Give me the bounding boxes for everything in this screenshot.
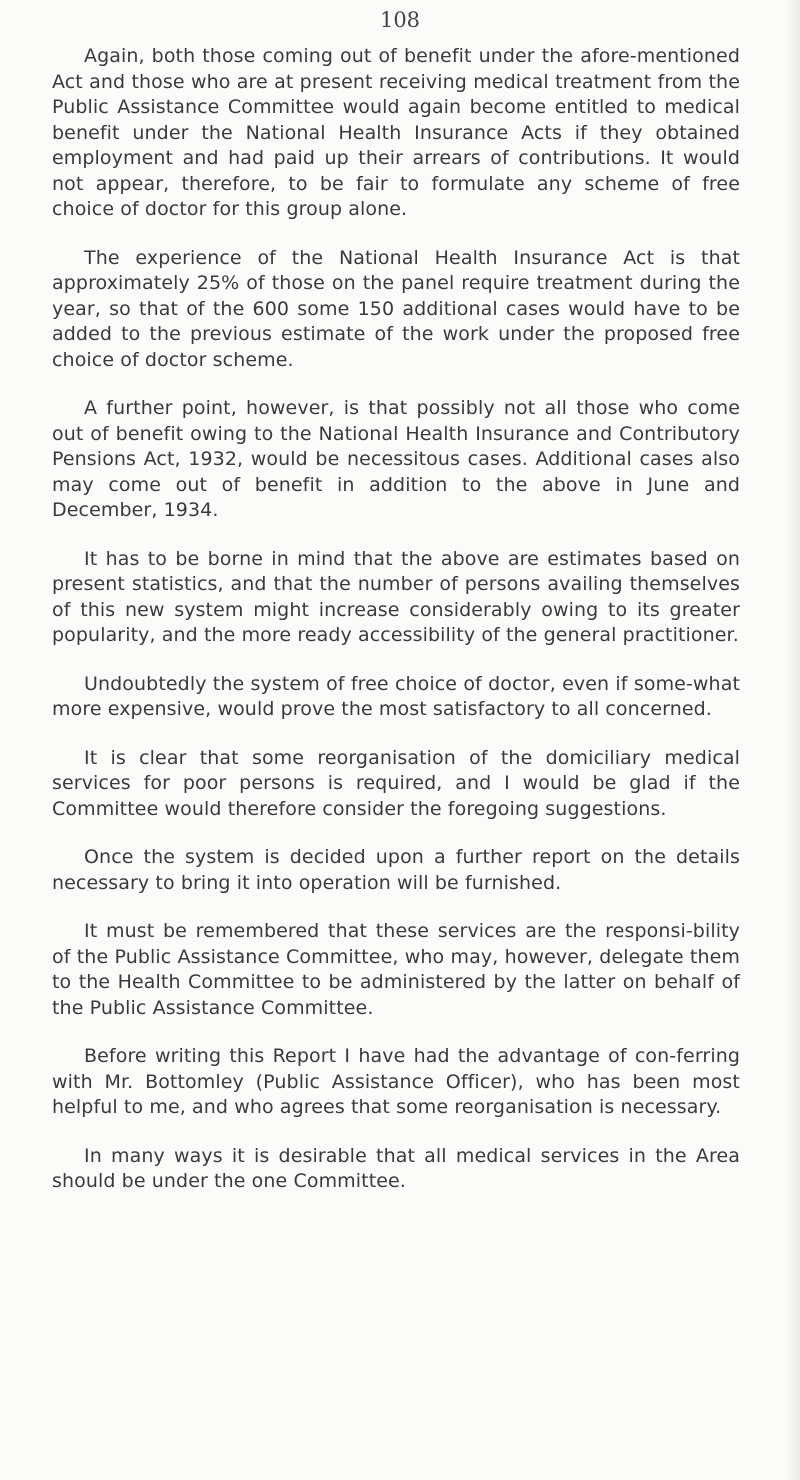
report-body [52, 44, 740, 1218]
paragraph-10: In many ways it is desirable that all medical services in the Area should be under the one Committee. [52, 1144, 740, 1192]
paragraph-8: It must be remembered that these services are the responsi-bility of the Public Assistance Committee, who may, however, delegate them to the Health Committee to be administered by the latter on behalf of the Public Assistance Committee. [52, 920, 740, 1019]
page-number: 108 [379, 8, 421, 32]
page-edge-shadow [786, 0, 800, 1480]
paragraph-9: Before writing this Report I have had the advantage of con-ferring with Mr. Bottomley (Public Assistance Officer), who has been most helpful to me, and who agrees that some reorganisation is necessary. [52, 1045, 740, 1118]
paragraph-3: A further point, however, is that possibly not all those who come out of benefit owing to the National Health Insurance and Contributory Pensions Act, 1932, would be necessitous cases. Additional cases also may come out of benefit in addition to the above in June and December, 1934. [52, 397, 740, 521]
paragraph-6: It is clear that some reorganisation of the domiciliary medical services for poor persons is required, and I would be glad if the Committee would therefore consider the foregoing suggestions. [52, 746, 740, 820]
paragraph-2: The experience of the National Health Insurance Act is that approximately 25% of those on the panel require treatment during the year, so that of the 600 some 150 additional cases would have to be added to the previous estimate of the work under the proposed free choice of doctor scheme. [52, 246, 740, 371]
paragraph-5: Undoubtedly the system of free choice of doctor, even if some-what more expensive, would prove the most satisfactory to all concerned. [52, 672, 740, 720]
paragraph-4: It has to be borne in mind that the above are estimates based on present statistics, and that the number of persons availing themselves of this new system might increase considerably owing to its greater popularity, and the more ready accessibility of the general practitioner. [52, 547, 740, 646]
paragraph-7: Once the system is decided upon a further report on the details necessary to bring it into operation will be furnished. [52, 846, 740, 894]
paragraph-1: Again, both those coming out of benefit under the afore-mentioned Act and those who are at present receiving medical treatment from the Public Assistance Committee would again become entitled to medical benefit under the National Health Insurance Acts if they obtained employment and had paid up their arrears of contributions. It would not appear, therefore, to be fair to formulate any scheme of free choice of doctor for this group alone. [52, 45, 740, 220]
